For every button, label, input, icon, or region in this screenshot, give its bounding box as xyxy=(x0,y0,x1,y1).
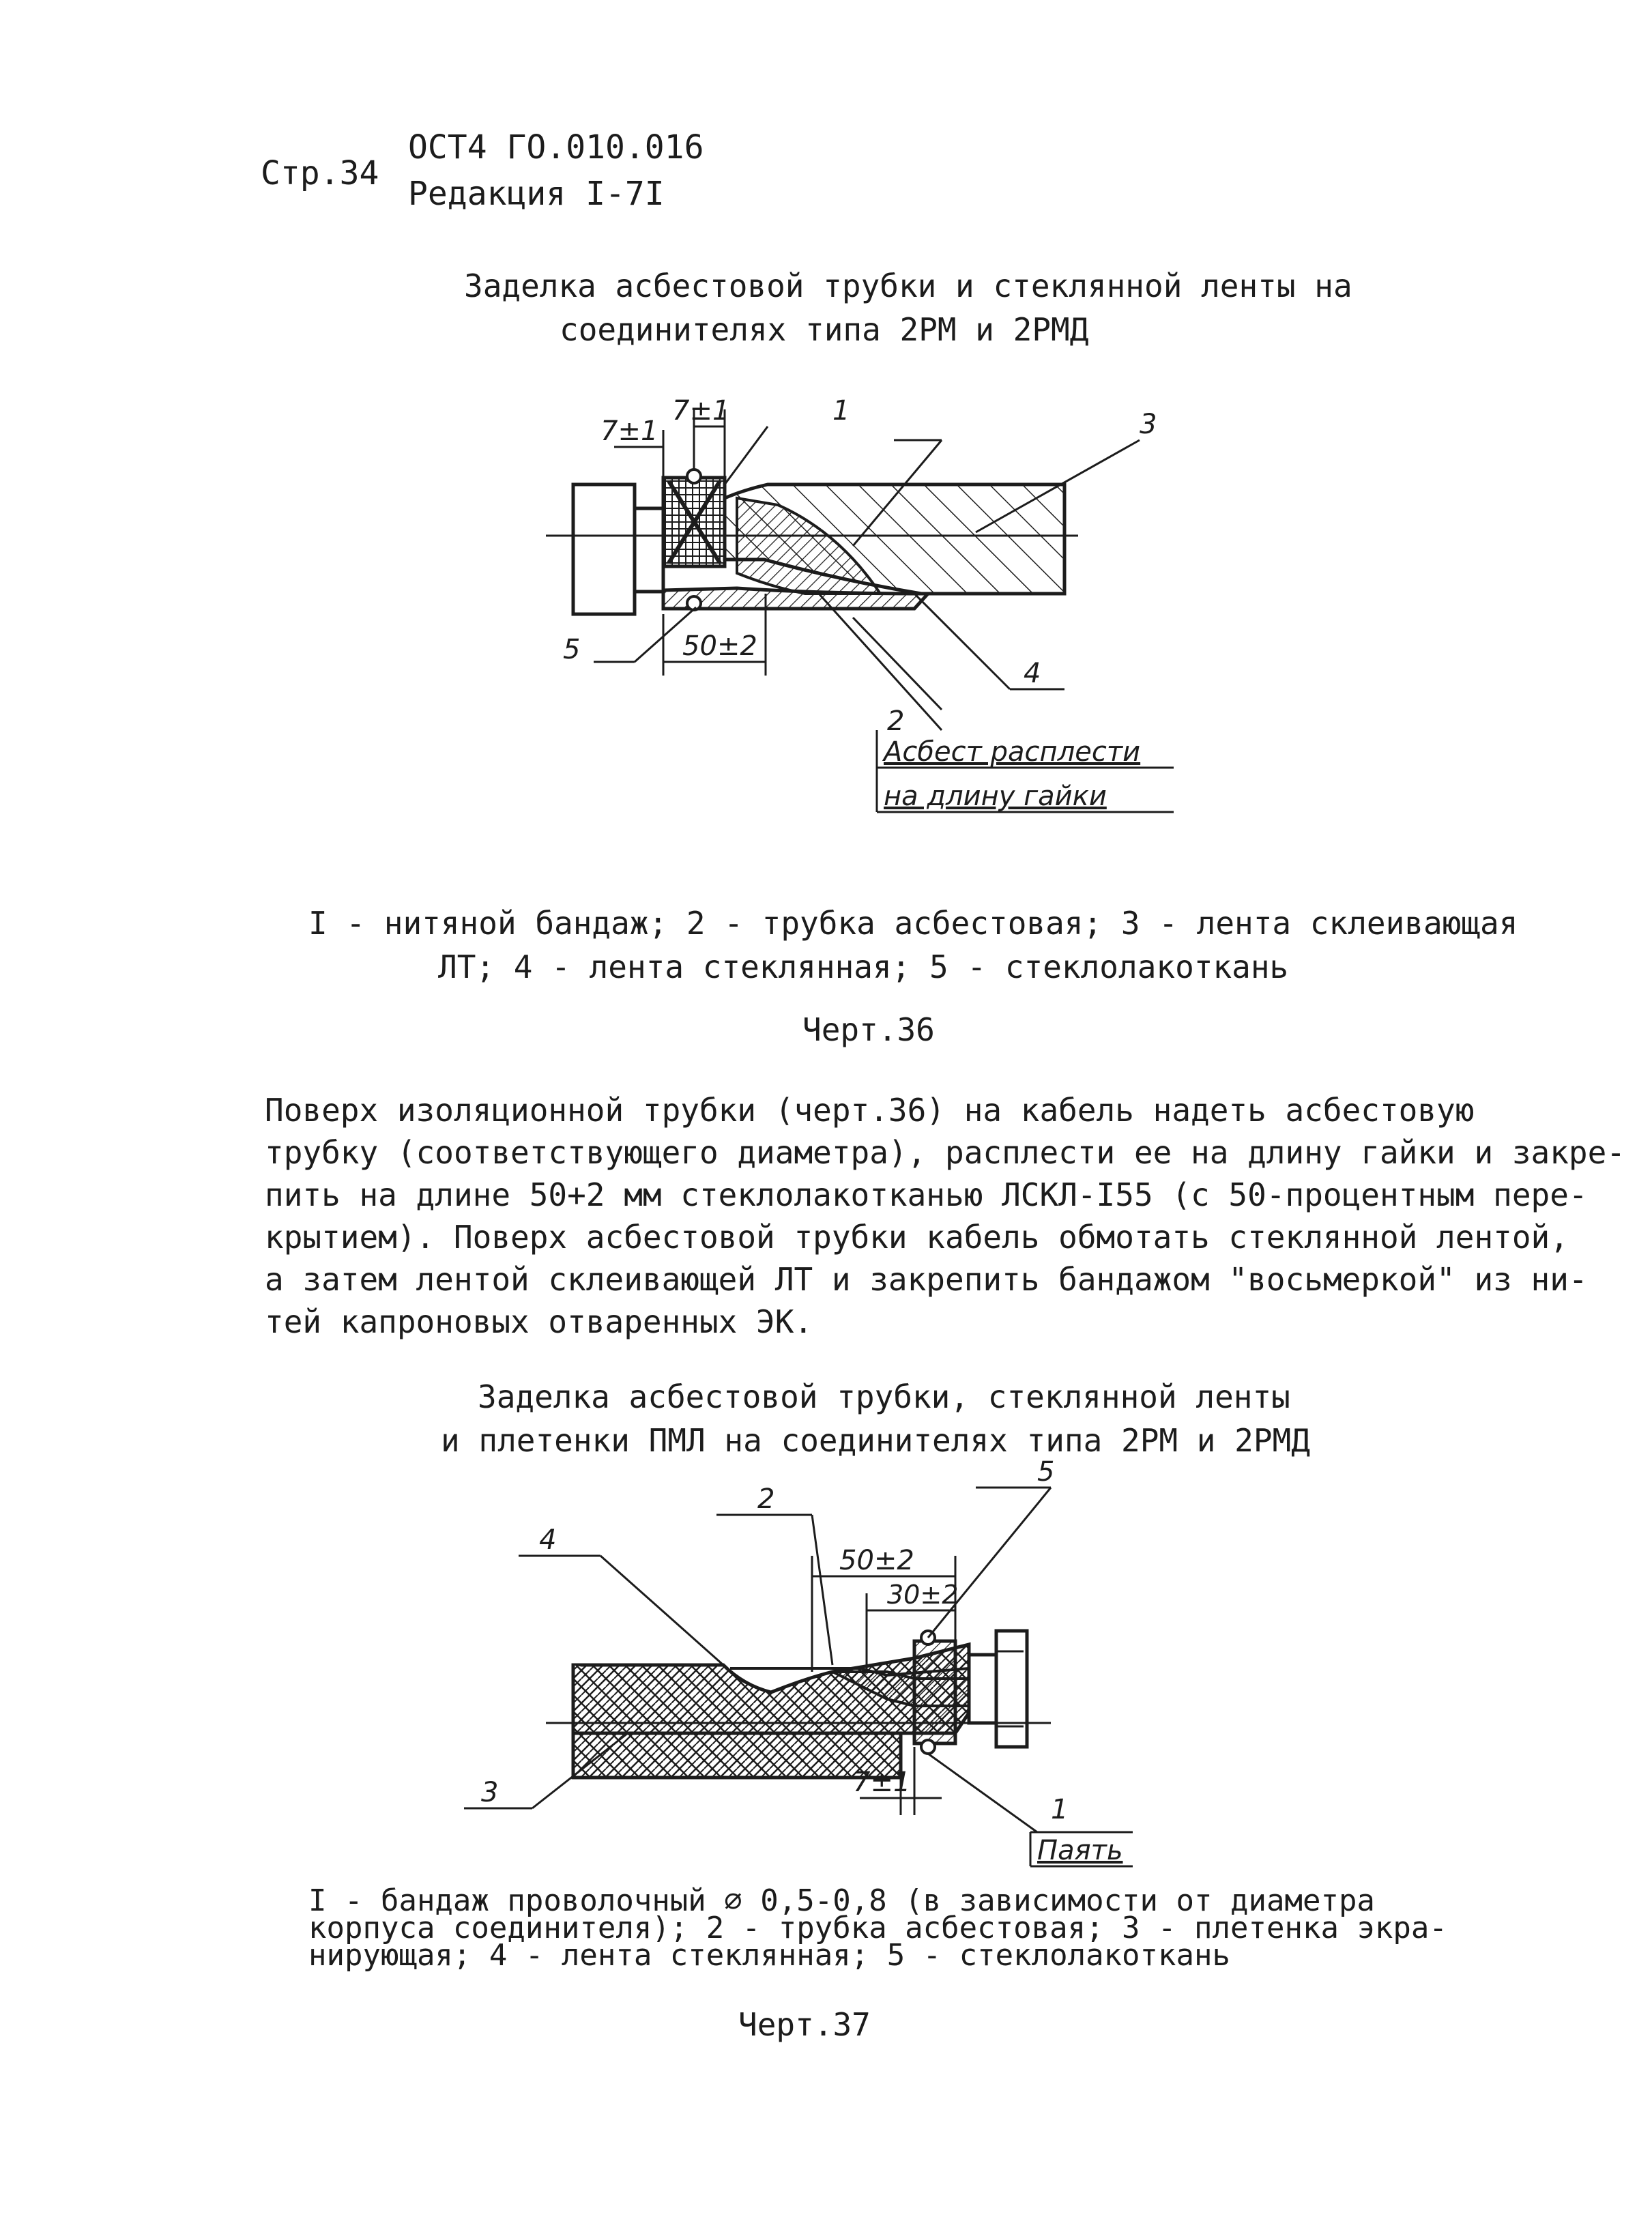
body-line-3: пить на длине 50+2 мм стеклолакотканью ЛСКЛ-I55 (с 50-процентным пере- xyxy=(265,1176,1588,1213)
figure36-title-line-2: соединителях типа 2РМ и 2РМД xyxy=(560,311,1089,348)
callout-4: 4 xyxy=(1024,658,1041,689)
body-line-5: а затем лентой склеивающей ЛТ и закрепить бандажом "восьмеркой" из ни- xyxy=(265,1261,1588,1298)
callout-1: 1 xyxy=(1051,1794,1069,1825)
figure36-drawing xyxy=(532,389,1215,826)
callout-1: 1 xyxy=(832,395,850,426)
figure36-caption-line-2: ЛТ; 4 - лента стеклянная; 5 - стеклолакоткань xyxy=(438,948,1289,985)
glass-cloth-wrap xyxy=(663,588,928,609)
body-line-6: тей капроновых отваренных ЭК. xyxy=(265,1303,813,1340)
dim-7: 7±1 xyxy=(853,1767,911,1798)
connector-nut xyxy=(914,1641,955,1743)
body-line-2: трубку (соответствующего диаметра), расплести ее на длину гайки и закре- xyxy=(265,1134,1625,1171)
figure37-drawing xyxy=(450,1456,1133,1877)
body-line-1: Поверх изоляционной трубки (черт.36) на кабель надеть асбестовую xyxy=(265,1092,1475,1129)
dim-7-upper: 7±1 xyxy=(672,395,730,426)
dim-50: 50±2 xyxy=(682,631,757,662)
note-solder: Паять xyxy=(1037,1835,1123,1866)
figure37-caption-line-3: нирующая; 4 - лента стеклянная; 5 - стеклолакоткань xyxy=(308,1938,1231,1973)
page-number: Стр.34 xyxy=(261,154,379,192)
connector-neck xyxy=(635,508,663,592)
figure37-title-line-1: Заделка асбестовой трубки, стеклянной ленты xyxy=(478,1378,1290,1415)
edition-label: Редакция I-7I xyxy=(408,175,665,213)
figure37-caption-line-1: I - бандаж проволочный ⌀ 0,5-0,8 (в зависимости от диаметра xyxy=(308,1883,1375,1918)
figure36-caption-line-1: I - нитяной бандаж; 2 - трубка асбестовая; 3 - лента склеивающая xyxy=(308,905,1518,942)
callout-4: 4 xyxy=(539,1524,557,1556)
dim-7-lower: 7±1 xyxy=(600,416,658,447)
callout-5: 5 xyxy=(563,634,581,665)
callout-3: 3 xyxy=(481,1777,499,1808)
callout-5: 5 xyxy=(1037,1456,1055,1488)
figure37-caption-line-2: корпуса соединителя); 2 - трубка асбестовая; 3 - плетенка экра- xyxy=(308,1911,1447,1945)
figure36-label: Черт.36 xyxy=(802,1011,935,1048)
note-line-2: на длину гайки xyxy=(884,781,1107,812)
figure36-title-line-1: Заделка асбестовой трубки и стеклянной ленты на xyxy=(464,267,1352,304)
note-line-1: Асбест расплести xyxy=(884,736,1141,768)
dim-30: 30±2 xyxy=(887,1580,959,1610)
figure37-title-line-2: и плетенки ПМЛ на соединителях типа 2РМ и 2РМД xyxy=(441,1422,1310,1459)
figure37-label: Черт.37 xyxy=(738,2006,871,2043)
callout-3: 3 xyxy=(1140,409,1157,440)
connector-body xyxy=(996,1631,1027,1747)
standard-code: ОСТ4 ГО.010.016 xyxy=(408,128,704,166)
body-line-4: крытием). Поверх асбестовой трубки кабель обмотать стеклянной лентой, xyxy=(265,1219,1569,1256)
callout-2: 2 xyxy=(757,1483,775,1515)
callout-2: 2 xyxy=(887,706,905,737)
dim-50: 50±2 xyxy=(839,1545,914,1576)
connector-body xyxy=(573,484,635,614)
